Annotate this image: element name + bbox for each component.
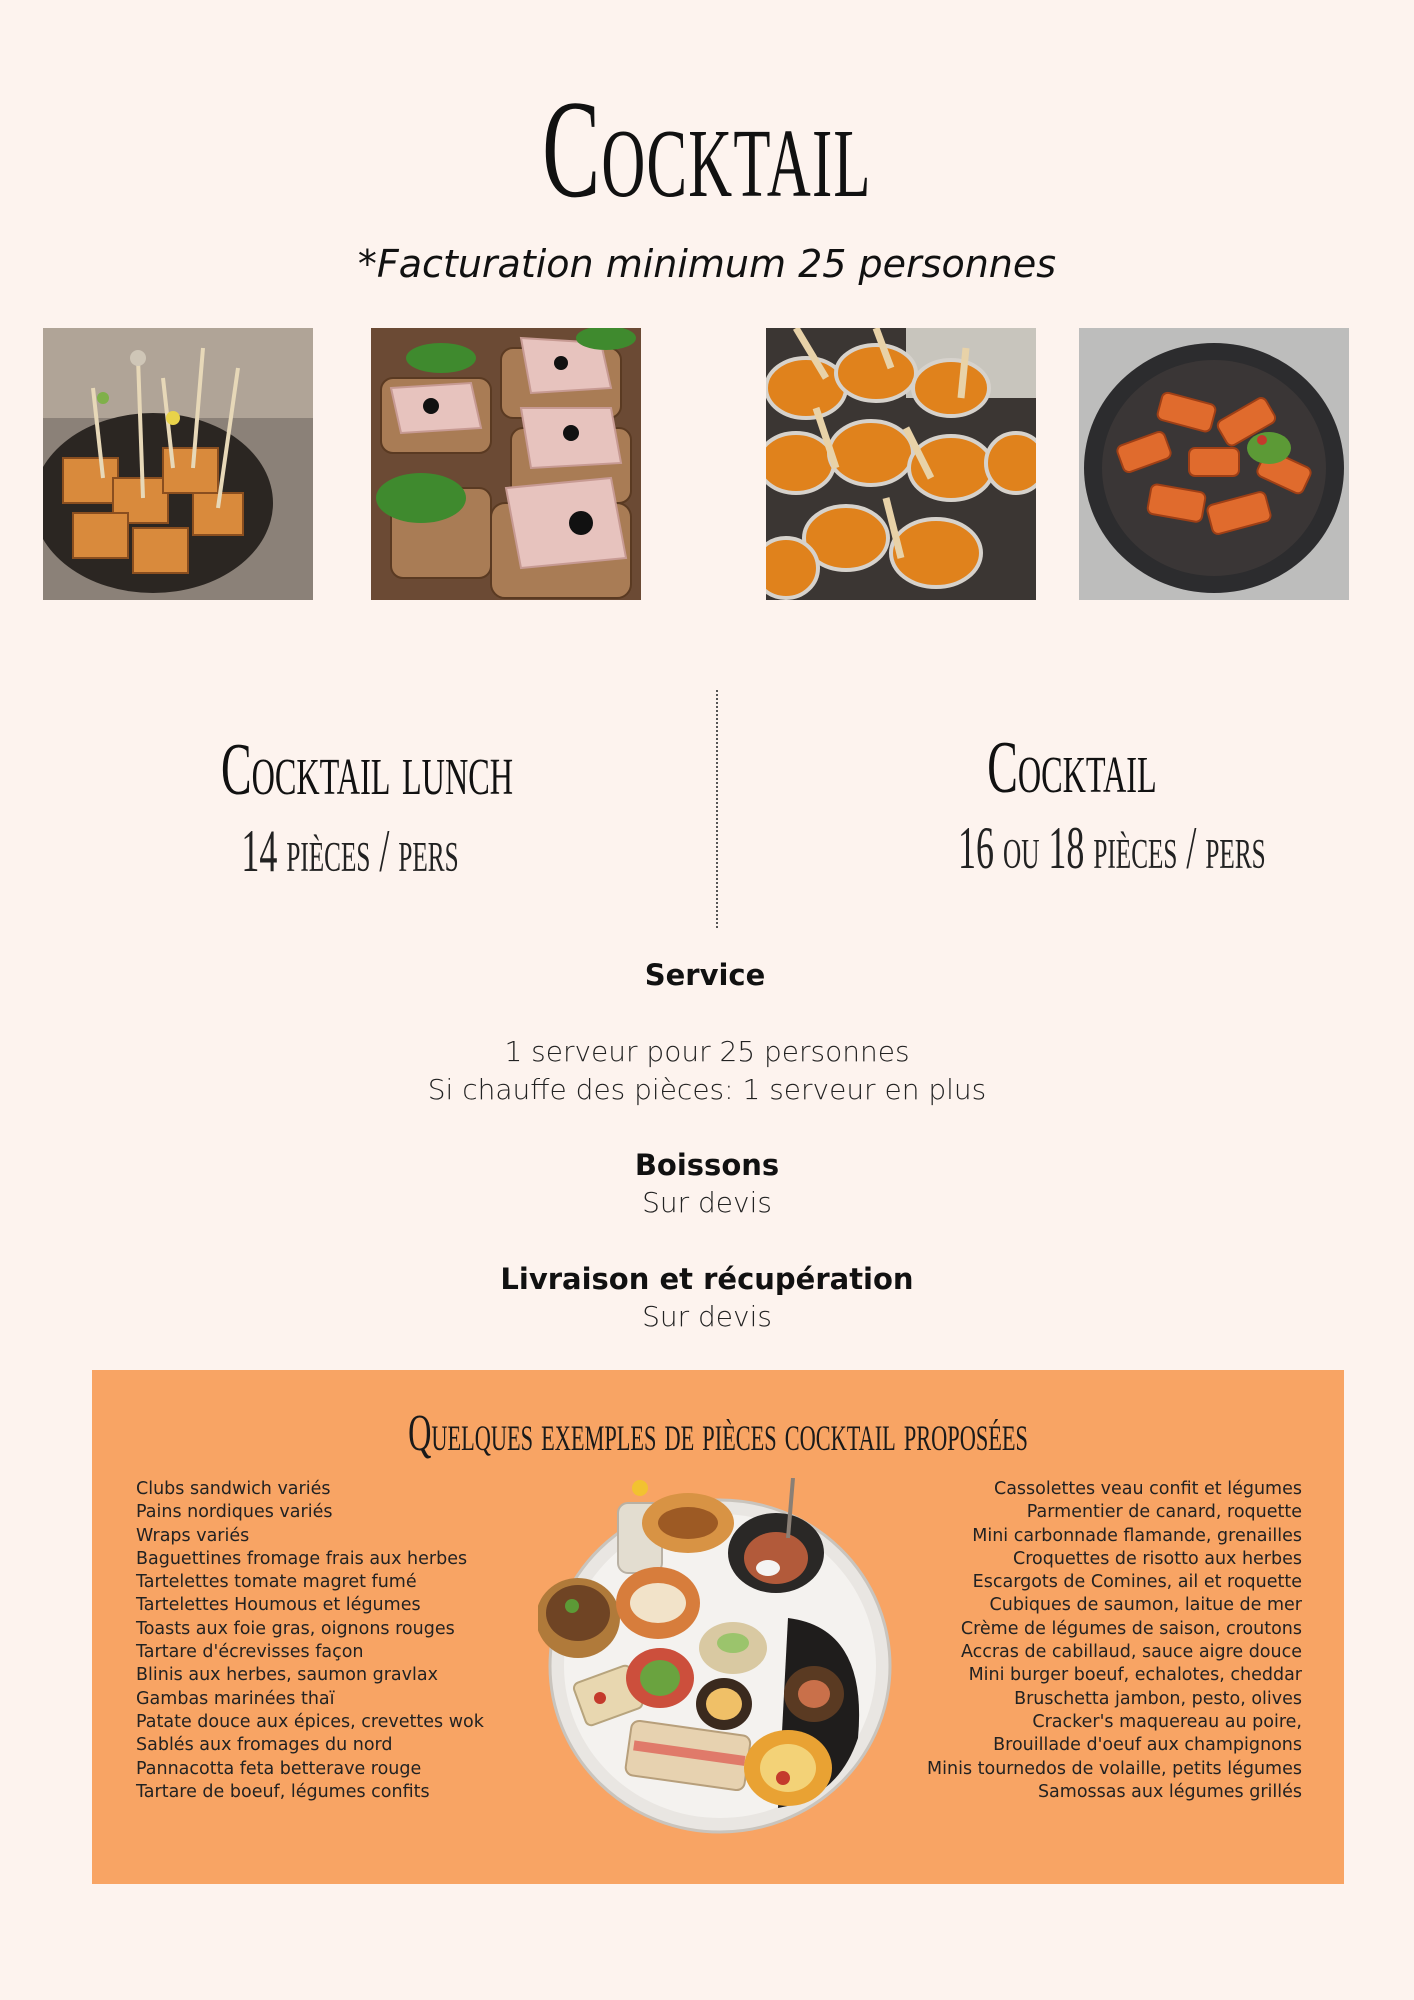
list-item: Tartare de boeuf, légumes confits bbox=[136, 1781, 430, 1802]
list-item: Tartelettes Houmous et légumes bbox=[136, 1595, 421, 1616]
offer-cocktail-title: Cocktail bbox=[987, 727, 1157, 809]
examples-list-left bbox=[136, 1478, 484, 1804]
service-heading: Service bbox=[644, 958, 766, 992]
page-title: Cocktail bbox=[542, 72, 872, 227]
drinks-text: Sur devis bbox=[642, 1186, 772, 1219]
list-item: Sablés aux fromages du nord bbox=[136, 1735, 393, 1756]
delivery-text: Sur devis bbox=[642, 1300, 772, 1333]
examples-panel bbox=[92, 1370, 1344, 1884]
list-item: Samossas aux légumes grillés bbox=[1037, 1781, 1302, 1802]
list-item: Patate douce aux épices, crevettes wok bbox=[136, 1711, 484, 1732]
list-item: Parmentier de canard, roquette bbox=[1026, 1502, 1302, 1523]
list-item: Brouillade d'oeuf aux champignons bbox=[993, 1735, 1302, 1756]
list-item: Escargots de Comines, ail et roquette bbox=[972, 1572, 1302, 1593]
list-item: Tartelettes tomate magret fumé bbox=[136, 1572, 417, 1593]
list-item: Pannacotta feta betterave rouge bbox=[136, 1758, 422, 1779]
list-item: Pains nordiques variés bbox=[136, 1502, 333, 1523]
list-item: Baguettines fromage frais aux herbes bbox=[136, 1548, 468, 1569]
page-subtitle: *Facturation minimum 25 personnes bbox=[357, 242, 1057, 286]
examples-title: Quelques exemples de pièces cocktail proposées bbox=[408, 1405, 1028, 1462]
food-photo-club-sandwich-skewers bbox=[43, 328, 313, 600]
list-item: Crème de légumes de saison, croutons bbox=[960, 1618, 1302, 1639]
list-item: Mini carbonnade flamande, grenailles bbox=[972, 1525, 1302, 1546]
offer-lunch-subtitle: 14 pièces / pers bbox=[241, 818, 459, 884]
examples-list-right bbox=[927, 1478, 1302, 1804]
list-item: Minis tournedos de volaille, petits légumes bbox=[927, 1758, 1302, 1779]
list-item: Wraps variés bbox=[136, 1525, 250, 1546]
service-line-1: 1 serveur pour 25 personnes bbox=[504, 1035, 910, 1068]
divider bbox=[716, 690, 718, 928]
list-item: Cubiques de saumon, laitue de mer bbox=[989, 1595, 1302, 1616]
drinks-heading: Boissons bbox=[634, 1148, 780, 1182]
list-item: Mini burger boeuf, echalotes, cheddar bbox=[968, 1665, 1302, 1686]
delivery-heading: Livraison et récupération bbox=[500, 1262, 914, 1296]
list-item: Tartare d'écrevisses façon bbox=[136, 1642, 364, 1663]
list-item: Bruschetta jambon, pesto, olives bbox=[1014, 1688, 1302, 1709]
list-item: Cracker's maquereau au poire, bbox=[1032, 1711, 1302, 1732]
list-item: Croquettes de risotto aux herbes bbox=[1013, 1548, 1302, 1569]
list-item: Cassolettes veau confit et légumes bbox=[993, 1479, 1302, 1499]
food-photo-foie-gras-toasts bbox=[371, 328, 641, 600]
food-photo-wraps-bowl bbox=[1079, 328, 1349, 600]
food-platter-photo bbox=[538, 1478, 898, 1838]
service-line-2: Si chauffe des pièces: 1 serveur en plus bbox=[427, 1073, 987, 1106]
list-item: Gambas marinées thaï bbox=[136, 1688, 335, 1709]
offer-cocktail-subtitle: 16 ou 18 pièces / pers bbox=[958, 815, 1266, 881]
list-item: Blinis aux herbes, saumon gravlax bbox=[136, 1665, 438, 1686]
food-photo-soup-glasses bbox=[766, 328, 1036, 600]
list-item: Accras de cabillaud, sauce aigre douce bbox=[960, 1642, 1302, 1663]
offer-lunch-title: Cocktail lunch bbox=[221, 729, 514, 811]
list-item: Toasts aux foie gras, oignons rouges bbox=[136, 1618, 455, 1639]
list-item: Clubs sandwich variés bbox=[136, 1479, 331, 1499]
